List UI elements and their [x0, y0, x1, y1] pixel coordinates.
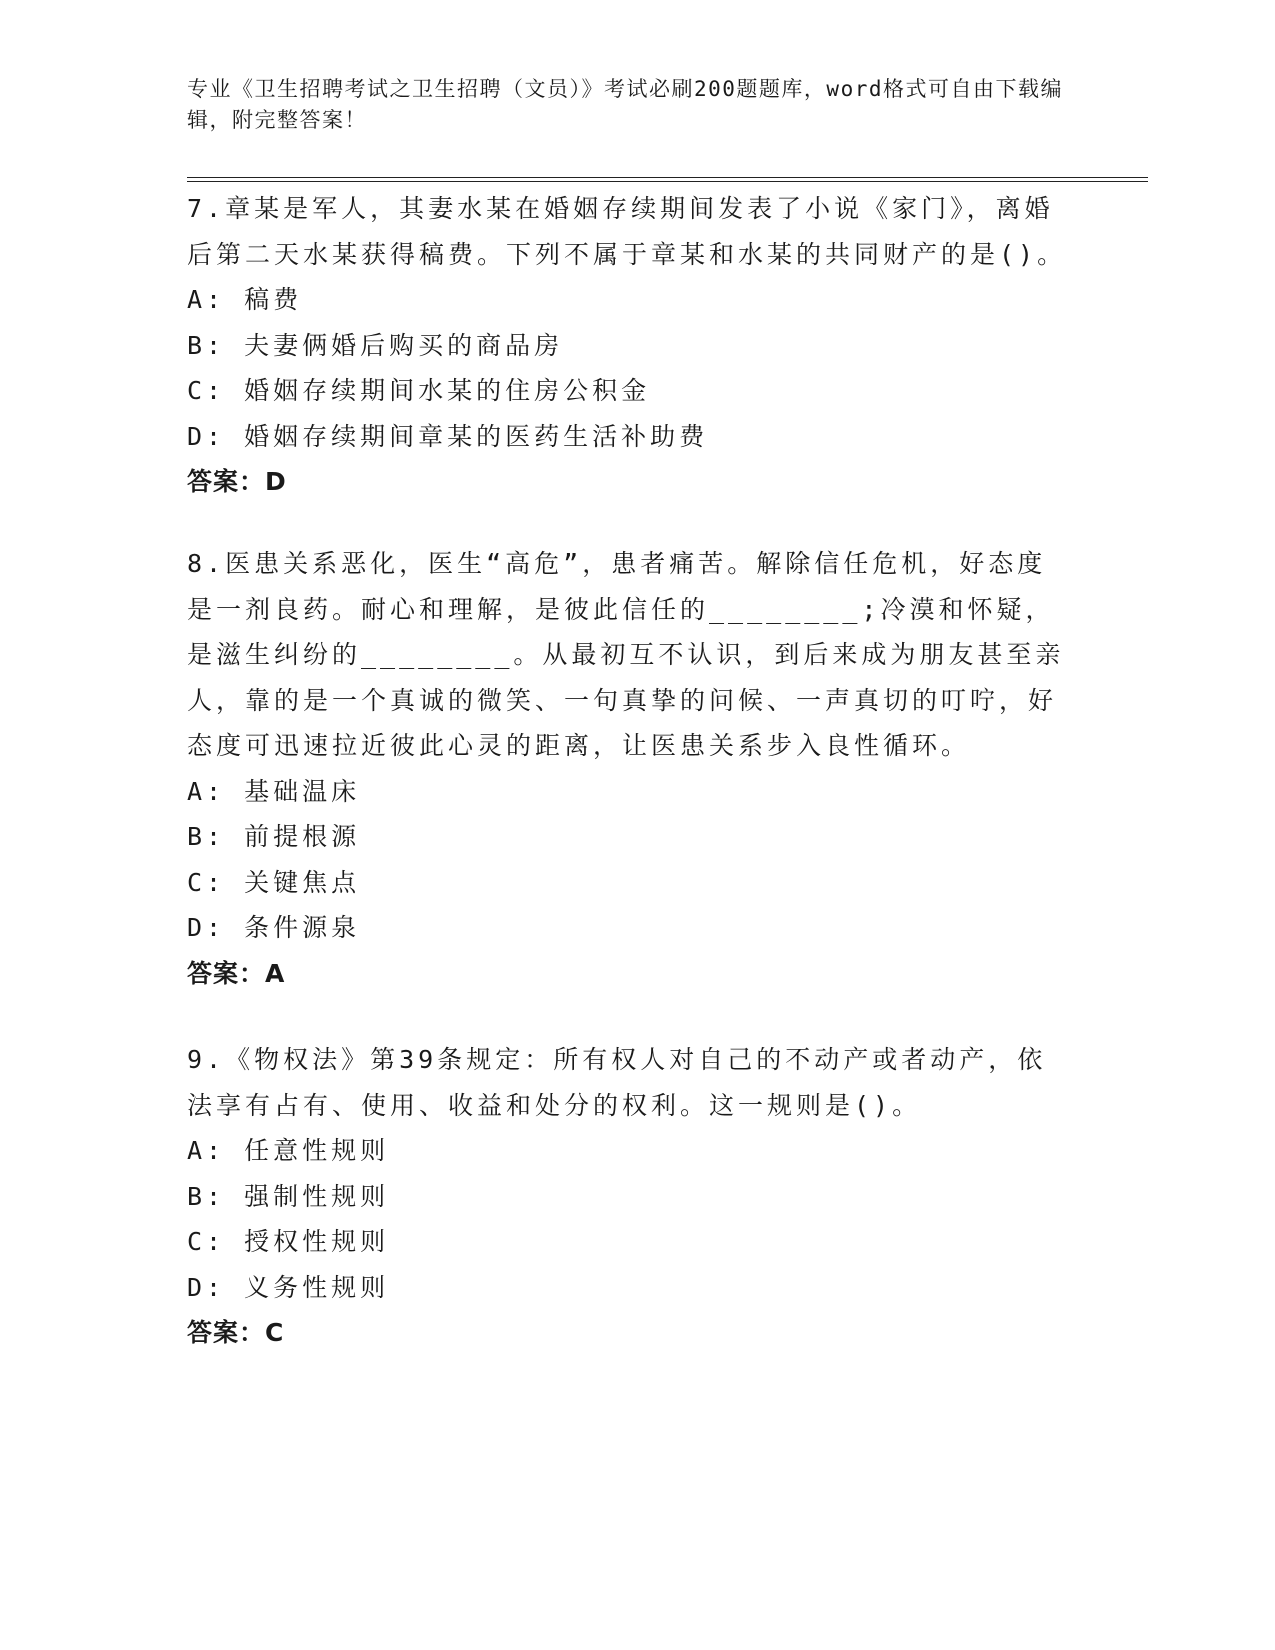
option-d: D: 婚姻存续期间章某的医药生活补助费: [187, 421, 709, 451]
answer-label: 答案：: [187, 958, 266, 988]
document-header: 专业《卫生招聘考试之卫生招聘（文员）》考试必刷200题题库，word格式可自由下载编辑，附完整答案！: [187, 77, 1063, 132]
question-9: [187, 1037, 1067, 1356]
question-stem: 9.《物权法》第39条规定：所有权人对自己的不动产或者动产，依法享有占有、使用、收益和处分的权利。这一规则是()。: [187, 1045, 1047, 1120]
option-c: C: 关键焦点: [187, 867, 361, 897]
option-b: B: 强制性规则: [187, 1181, 390, 1211]
question-stem: 7.章某是军人，其妻水某在婚姻存续期间发表了小说《家门》，离婚后第二天水某获得稿费。下列不属于章某和水某的共同财产的是()。: [187, 194, 1067, 269]
answer-value: C: [265, 1318, 285, 1347]
answer-line: [187, 459, 1067, 505]
answer-line: [187, 951, 1067, 997]
answer-value: D: [265, 467, 287, 496]
answer-value: A: [265, 958, 286, 988]
question-7: [187, 186, 1067, 505]
header-rule-top: [187, 177, 1148, 178]
option-d: D: 条件源泉: [187, 913, 361, 942]
option-b: B: 夫妻俩婚后购买的商品房: [187, 330, 564, 360]
option-a: A: 任意性规则: [187, 1136, 390, 1165]
answer-label: 答案：: [187, 467, 266, 496]
option-a: A: 基础温床: [187, 776, 361, 806]
header-rule-bottom: [187, 181, 1148, 182]
option-b: B: 前提根源: [187, 822, 361, 851]
option-d: D: 义务性规则: [187, 1272, 390, 1302]
question-stem: 8.医患关系恶化，医生“高危”，患者痛苦。解除信任危机，好态度是一剂良药。耐心和理解，是彼此信任的________;冷漠和怀疑，是滋生纠纷的________。从最初互不认识，到后来成为朋友甚至亲人，靠的是一个真诚的微笑、一句真挚的问候、一声真切的叮咛，好态度可迅速拉近彼此心灵的距离，让医患关系步入良性循环。: [187, 549, 1065, 760]
option-c: C: 婚姻存续期间水某的住房公积金: [187, 376, 651, 405]
option-c: C: 授权性规则: [187, 1227, 390, 1256]
answer-label: 答案：: [187, 1318, 266, 1347]
question-8: [187, 541, 1067, 996]
answer-line: [187, 1310, 1067, 1356]
option-a: A: 稿费: [187, 285, 303, 314]
